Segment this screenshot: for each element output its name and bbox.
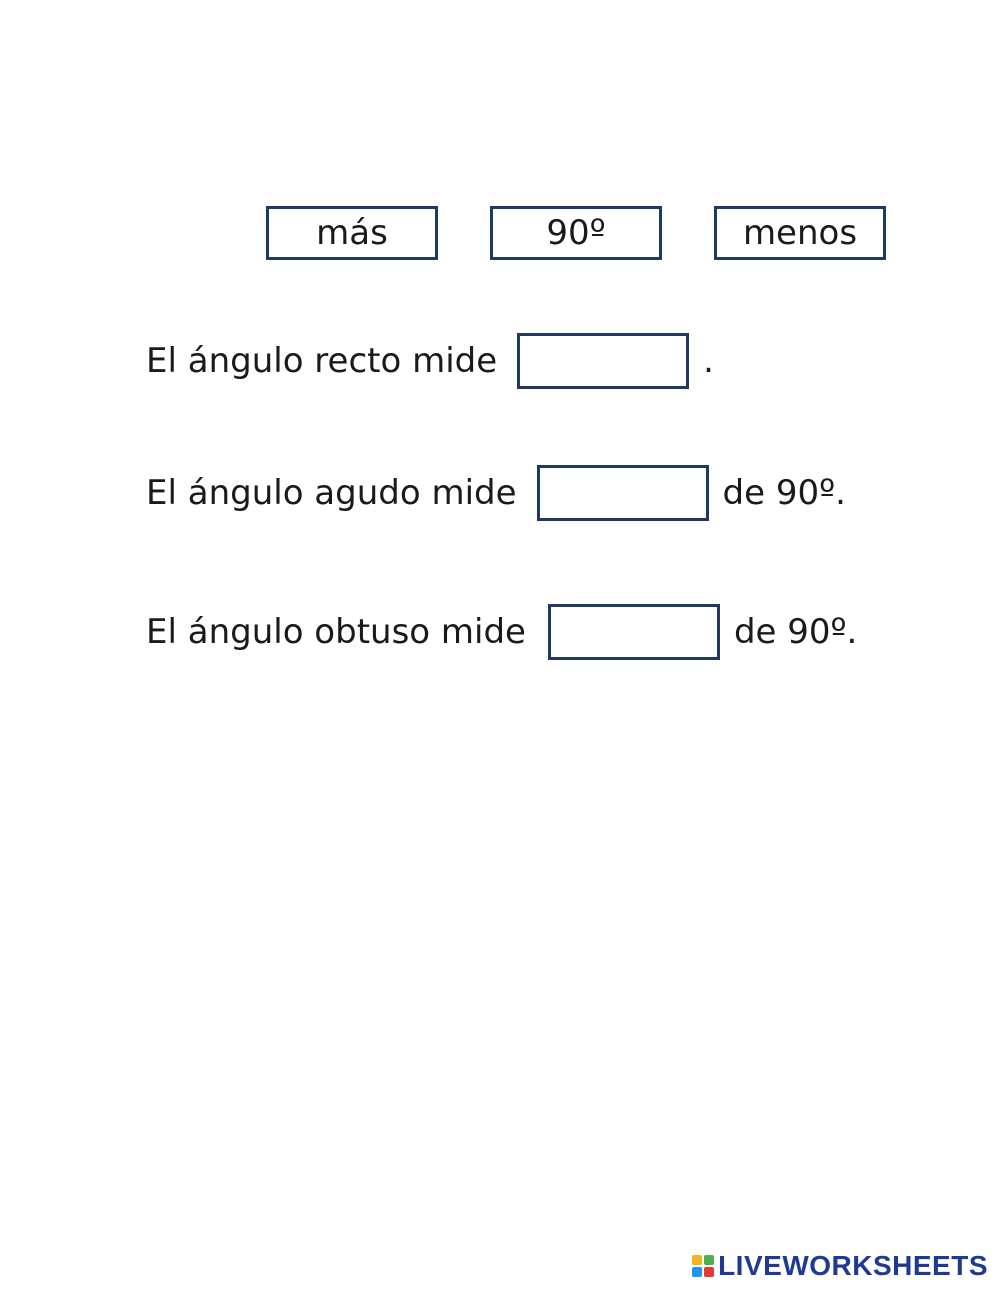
brand-name: LIVEWORKSHEETS [718, 1250, 988, 1281]
sentence-text: El ángulo recto mide [146, 341, 498, 381]
sentence-obtuso [146, 604, 857, 660]
sentence-ending: de 90º. [733, 612, 858, 652]
sentence-ending: . [703, 341, 714, 381]
answer-drop-box[interactable] [517, 333, 689, 389]
sentence-ending: de 90º. [722, 473, 846, 513]
sentence-recto [146, 333, 714, 389]
brand-footer [692, 1250, 988, 1282]
word-chip-mas[interactable]: más [266, 206, 438, 260]
liveworksheets-logo-icon [692, 1255, 714, 1277]
sentence-text: El ángulo agudo mide [146, 473, 517, 513]
word-chip-90[interactable]: 90º [490, 206, 662, 260]
sentence-text: El ángulo obtuso mide [146, 612, 526, 652]
word-chip-menos[interactable]: menos [714, 206, 886, 260]
answer-drop-box[interactable] [548, 604, 720, 660]
sentence-agudo [146, 465, 846, 521]
answer-drop-box[interactable] [537, 465, 709, 521]
